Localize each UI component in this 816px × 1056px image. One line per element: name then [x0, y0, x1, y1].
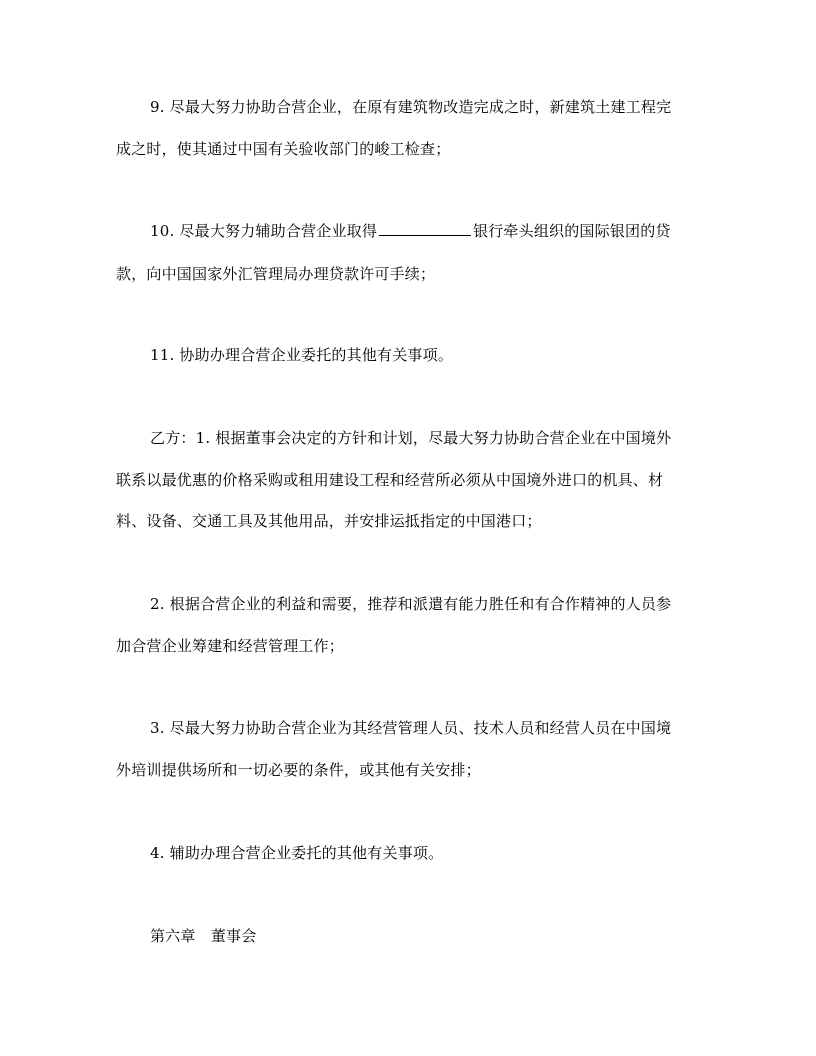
- item-11-line-1: 11. 协助办理合营企业委托的其他有关事项。: [150, 346, 454, 364]
- party-b-3-line-2: 外培训提供场所和一切必要的条件，或其他有关安排；: [116, 761, 481, 779]
- item-10-line-2: 款，向中国国家外汇管理局办理贷款许可手续；: [116, 265, 436, 283]
- item-9-line-1: 9. 尽最大努力协助合营企业，在原有建筑物改造完成之时，新建筑土建工程完: [150, 98, 672, 116]
- party-b-1-line-2: 联系以最优惠的价格采购或租用建设工程和经营所必须从中国境外进口的机具、材: [116, 471, 664, 489]
- item-10-text-after-blank: 银行牵头组织的国际银团的贷: [473, 222, 671, 240]
- item-10-text-before-blank: 10. 尽最大努力辅助合营企业取得: [150, 222, 378, 240]
- party-b-2-line-1: 2. 根据合营企业的利益和需要，推荐和派遣有能力胜任和有合作精神的人员参: [150, 595, 672, 613]
- party-b-1-line-3: 料、设备、交通工具及其他用品，并安排运抵指定的中国港口；: [116, 512, 542, 530]
- party-b-3-line-1: 3. 尽最大努力协助合营企业为其经营管理人员、技术人员和经营人员在中国境: [150, 719, 672, 737]
- item-10-line-1: [150, 221, 671, 241]
- item-9-line-2: 成之时，使其通过中国有关验收部门的峻工检查；: [116, 140, 451, 158]
- fill-in-blank: [379, 221, 471, 236]
- chapter-heading: 第六章 董事会: [150, 927, 257, 945]
- party-b-1-line-1: 乙方：1. 根据董事会决定的方针和计划，尽最大努力协助合营企业在中国境外: [150, 429, 672, 447]
- party-b-2-line-2: 加合营企业筹建和经营管理工作；: [116, 637, 345, 655]
- party-b-4-line-1: 4. 辅助办理合营企业委托的其他有关事项。: [150, 844, 444, 862]
